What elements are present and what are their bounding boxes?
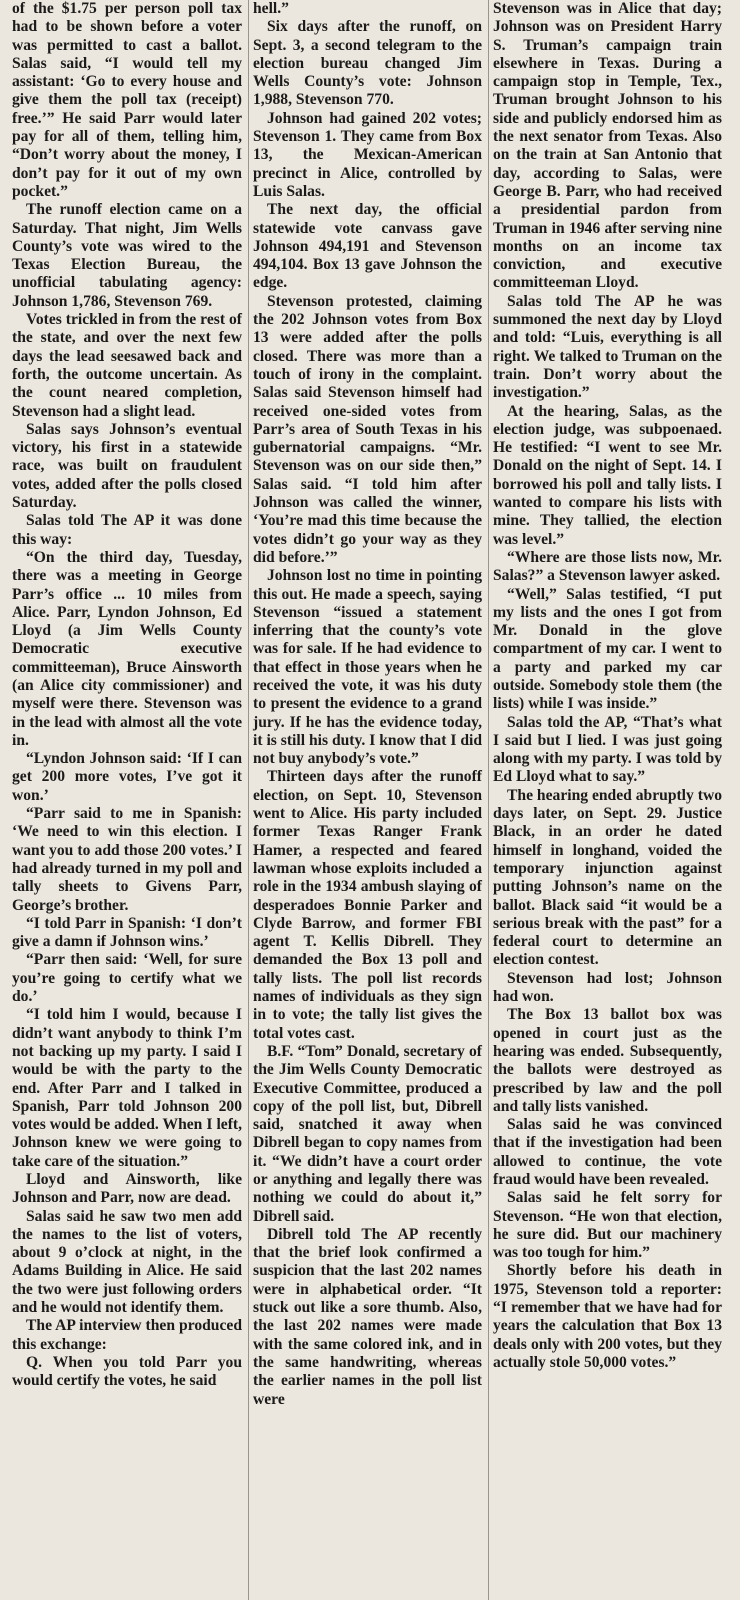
paragraph: Salas says Johnson’s eventual victory, his first in a statewide race, was built on fraudulent votes, added after the polls closed Saturday. [12, 420, 242, 512]
paragraph: “Where are those lists now, Mr. Salas?” a Stevenson lawyer asked. [493, 548, 722, 585]
paragraph: Stevenson was in Alice that day; Johnson was on President Harry S. Truman’s campaign train elsewhere in Texas. During a campaign stop in Temple, Tex., Truman brought Johnson to his side and publicly endorsed him as the next senator from Texas. Also on the train at San Antonio that day, according to Salas, were George B. Parr, who had received a presidential pardon from Truman in 1946 after serving nine months on an income tax conviction, and executive committeeman Lloyd. [493, 0, 722, 292]
paragraph: “I told him I would, because I didn’t want anybody to think I’m not backing up my party. I said I would be with the party to the end. After Parr and I talked in Spanish, Parr told Johnson 200 votes would be added. When I left, Johnson knew we were going to take care of the situation.” [12, 1006, 242, 1170]
paragraph: “Lyndon Johnson said: ‘If I can get 200 more votes, I’ve got it won.’ [12, 750, 242, 804]
paragraph: Votes trickled in from the rest of the state, and over the next few days the lead seesawed back and forth, the outcome uncertain. As the count neared completion, Stevenson had a slight lead. [12, 311, 242, 420]
paragraph: Salas told the AP, “That’s what I said but I lied. I was just going along with my party. I was told by Ed Lloyd what to say.” [493, 713, 722, 786]
paragraph: Dibrell told The AP recently that the brief look confirmed a suspicion that the last 202 names were in alphabetical order. “It stuck out like a sore thumb. Also, the last 202 names were made with the same colored ink, and in the same handwriting, whereas the earlier names in the poll list were [253, 1225, 482, 1408]
paragraph: Lloyd and Ainsworth, like Johnson and Parr, now are dead. [12, 1171, 242, 1207]
paragraph: “I told Parr in Spanish: ‘I don’t give a damn if Johnson wins.’ [12, 914, 242, 951]
paragraph: Stevenson protested, claiming the 202 Johnson votes from Box 13 were added after the polls closed. There was more than a touch of irony in the complaint. Salas said Stevenson himself had received one-sided votes from Parr’s area of South Texas in his gubernatorial campaigns. “Mr. Stevenson was on our side then,” Salas said. “I told him after Johnson was called the winner, ‘You’re mad this time because the votes didn’t go your way as they did before.’” [253, 292, 482, 566]
paragraph: At the hearing, Salas, as the election judge, was subpoenaed. He testified: “I went to see Mr. Donald on the night of Sept. 14. I borrowed his poll and tally lists. I wanted to compare his lists with mine. They tallied, the election was level.” [493, 402, 722, 548]
paragraph: Salas said he felt sorry for Stevenson. “He won that election, he sure did. But our machinery was too tough for him.” [493, 1189, 722, 1262]
paragraph: Stevenson had lost; Johnson had won. [493, 969, 722, 1006]
paragraph: B.F. “Tom” Donald, secretary of the Jim Wells County Democratic Executive Committee, produced a copy of the poll list, but, Dibrell said, snatched it away when Dibrell began to copy names from it. “We didn’t have a court order or anything and legally there was nothing we could do about it,” Dibrell said. [253, 1042, 482, 1225]
paragraph: Salas said he was convinced that if the investigation had been allowed to continue, the vote fraud would have been revealed. [493, 1116, 722, 1188]
paragraph: “On the third day, Tuesday, there was a meeting in George Parr’s office ... 10 miles from Alice. Parr, Lyndon Johnson, Ed Lloyd (a Jim Wells County Democratic executive committeeman), Bruce Ainsworth (an Alice city commissioner) and myself were there. Stevenson was in the lead with almost all the vote in. [12, 548, 242, 749]
paragraph: “Parr then said: ‘Well, for sure you’re going to certify what we do.’ [12, 951, 242, 1006]
column-right [488, 0, 728, 1600]
paragraph: hell.” [253, 0, 289, 17]
paragraph: Johnson lost no time in pointing this out. He made a speech, saying Stevenson “issued a statement inferring that the county’s vote was for sale. If he had evidence to that effect in those years when he received the vote, it was his duty to present the evidence to a grand jury. If he has the evidence today, it is still his duty. I know that I did not buy anybody’s vote.” [253, 567, 482, 768]
paragraph: Johnson had gained 202 votes; Stevenson 1. They came from Box 13, the Mexican-American precinct in Alice, controlled by Luis Salas. [253, 109, 482, 200]
paragraph: Thirteen days after the runoff election, on Sept. 10, Stevenson went to Alice. His party included former Texas Ranger Frank Hamer, a respected and feared lawman whose exploits included a role in the 1934 ambush slaying of desperadoes Bonnie Parker and Clyde Barrow, and former FBI agent T. Kellis Dibrell. They demanded the Box 13 poll and tally lists. The poll list records names of individuals as they sign in to vote; the tally list gives the total votes cast. [253, 768, 482, 1042]
paragraph: of the $1.75 per person poll tax had to be shown before a voter was permitted to cast a ballot. Salas said, “I would tell my assistant: ‘Go to every house and give them the poll tax (receipt) free.’” He said Parr would later pay for all of them, telling him, “Don’t worry about the money, I don’t pay for it out of my own pocket.” [12, 0, 242, 200]
paragraph: The next day, the official statewide vote canvass gave Johnson 494,191 and Stevenson 494,104. Box 13 gave Johnson the edge. [253, 201, 482, 292]
paragraph: The hearing ended abruptly two days later, on Sept. 29. Justice Black, in an order he dated himself in longhand, voided the temporary injunction against putting Johnson’s name on the ballot. Black said “it would be a serious break with the past” for a federal court to determine an election contest. [493, 786, 722, 969]
paragraph: Salas said he saw two men add the names to the list of voters, about 9 o’clock at night, in the Adams Building in Alice. He said the two were just following orders and he would not identify them. [12, 1207, 242, 1317]
paragraph: Salas told The AP he was summoned the next day by Lloyd and told: “Luis, everything is all right. We talked to Truman on the train. Don’t worry about the investigation.” [493, 292, 722, 402]
column-left [8, 0, 248, 1600]
paragraph: “Parr said to me in Spanish: ‘We need to win this election. I want you to add those 200 votes.’ I had already turned in my poll and tally sheets to Givens Parr, George’s brother. [12, 805, 242, 914]
column-middle [248, 0, 488, 1600]
paragraph: Shortly before his death in 1975, Stevenson told a reporter: “I remember that we have had for years the calculation that Box 13 deals only with 200 votes, but they actually stole 50,000 votes.” [493, 1262, 722, 1371]
paragraph: Q. When you told Parr you would certify the votes, he said [12, 1353, 242, 1390]
paragraph: Six days after the runoff, on Sept. 3, a second telegram to the election bureau changed Jim Wells County’s vote: Johnson 1,988, Stevenson 770. [253, 18, 482, 109]
paragraph: The runoff election came on a Saturday. That night, Jim Wells County’s vote was wired to the Texas Election Bureau, the unofficial tabulating agency: Johnson 1,786, Stevenson 769. [12, 201, 242, 310]
paragraph: The AP interview then produced this exchange: [12, 1317, 242, 1353]
paragraph: “Well,” Salas testified, “I put my lists and the ones I got from Mr. Donald in the glove compartment of my car. I went to a party and parked my car outside. Somebody stole them (the lists) while I was inside.” [493, 585, 722, 713]
paragraph: Salas told The AP it was done this way: [12, 512, 242, 548]
paragraph: The Box 13 ballot box was opened in court just as the hearing was ended. Subsequently, the ballots were destroyed as prescribed by law and the poll and tally lists vanished. [493, 1006, 722, 1115]
